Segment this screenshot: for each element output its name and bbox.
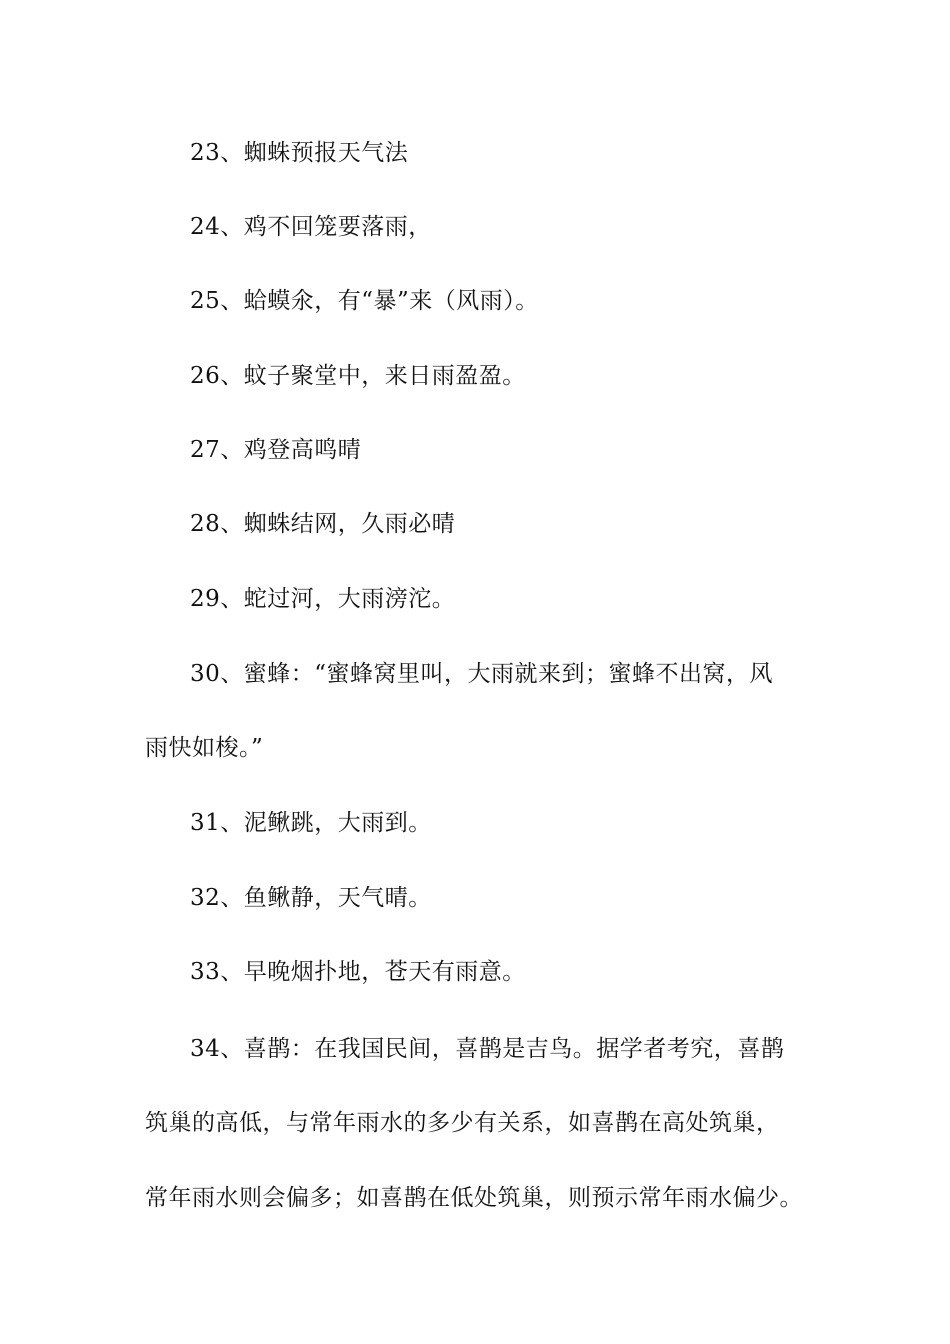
text-line: 34、喜鹊：在我国民间，喜鹊是吉鸟。据学者考究，喜鹊	[190, 1036, 785, 1062]
text-line: 筑巢的高低，与常年雨水的多少有关系，如喜鹊在高处筑巢，	[145, 1110, 780, 1136]
text-line: 25、蛤蟆氽，有“暴”来（风雨）。	[190, 288, 539, 314]
text-line: 28、蜘蛛结网，久雨必晴	[190, 511, 456, 537]
text-line: 24、鸡不回笼要落雨，	[190, 214, 432, 240]
text-line: 33、早晚烟扑地，苍天有雨意。	[190, 959, 526, 985]
text-line: 雨快如梭。”	[145, 735, 264, 761]
text-line: 26、蚊子聚堂中，来日雨盈盈。	[190, 363, 526, 389]
text-line: 29、蛇过河，大雨滂沱。	[190, 586, 456, 612]
text-line: 30、蜜蜂：“蜜蜂窝里叫，大雨就来到；蜜蜂不出窝，风	[190, 661, 774, 687]
text-line: 27、鸡登高鸣晴	[190, 437, 362, 463]
text-line: 23、蜘蛛预报天气法	[190, 140, 409, 166]
text-line: 31、泥鳅跳，大雨到。	[190, 810, 432, 836]
text-line: 32、鱼鳅静，天气晴。	[190, 885, 432, 911]
text-line: 常年雨水则会偏多；如喜鹊在低处筑巢，则预示常年雨水偏少。	[145, 1185, 803, 1211]
